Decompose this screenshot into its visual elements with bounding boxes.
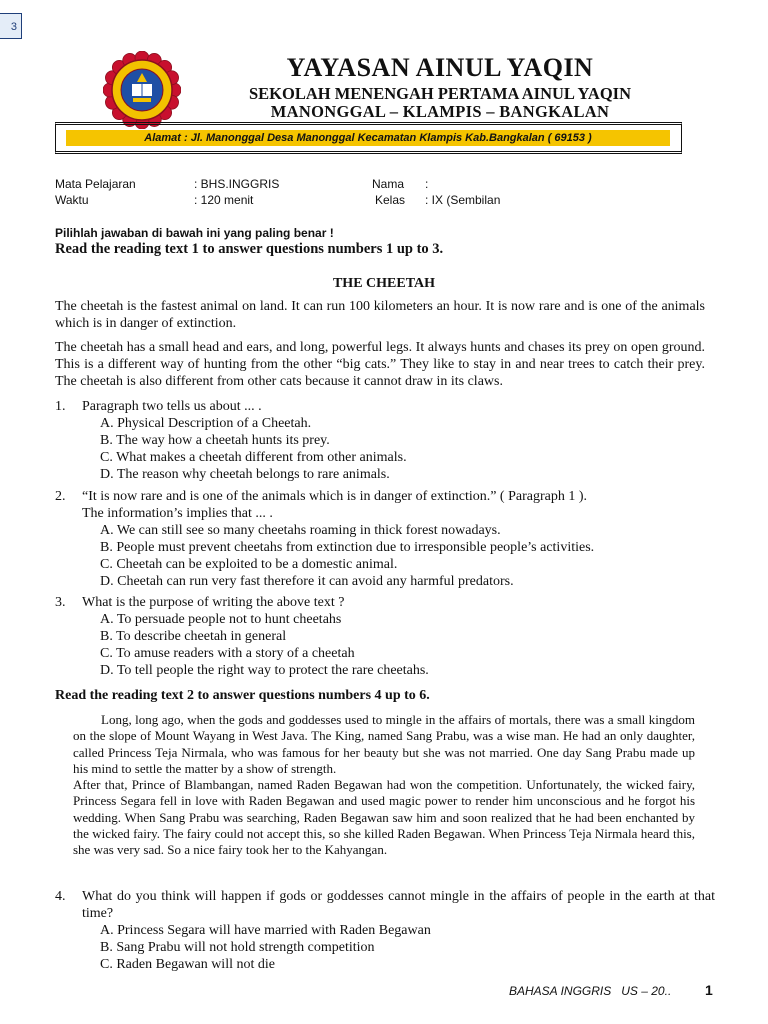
answer-option: C. What makes a cheetah different from other animals. <box>100 450 407 465</box>
instruction-read-text-2: Read the reading text 2 to answer questions numbers 4 up to 6. <box>55 688 430 703</box>
time-label: Waktu <box>55 193 89 207</box>
question-number: 1. <box>55 399 66 414</box>
answer-option: D. To tell people the right way to protect the rare cheetahs. <box>100 663 429 678</box>
class-value: : IX (Sembilan <box>425 193 501 207</box>
question-stem-continued: The information’s implies that ... . <box>82 506 273 521</box>
answer-option: B. The way how a cheetah hunts its prey. <box>100 433 330 448</box>
question-number: 2. <box>55 489 66 504</box>
school-logo <box>103 51 181 129</box>
school-emblem-icon <box>103 51 181 129</box>
answer-option: C. Cheetah can be exploited to be a domestic animal. <box>100 557 398 572</box>
question-number: 3. <box>55 595 66 610</box>
answer-option: B. To describe cheetah in general <box>100 629 287 644</box>
question-stem: What do you think will happen if gods or goddesses cannot mingle in the affairs of people in the earth at that time? <box>82 889 715 921</box>
story-paragraph-1: Long, long ago, when the gods and goddesses used to mingle in the affairs of mortals, there was a small kingdom on the slope of Mount Wayang in West Java. The King, named Sang Prabu, was a wise man. He had an only daughter, called Princess Teja Nirmala, who was famous for her beauty but she was not married. One day Sang Prabu made up his mind to settle the matter by a show of strength. <box>73 712 695 776</box>
footer-label: BAHASA INGGRIS US – 20.. <box>509 984 672 998</box>
answer-option: A. Princess Segara will have married with Raden Begawan <box>100 923 431 938</box>
school-location: MANONGGAL – KLAMPIS – BANGKALAN <box>270 102 610 121</box>
school-address: Alamat : Jl. Manonggal Desa Manonggal Kecamatan Klampis Kab.Bangkalan ( 69153 ) <box>66 130 670 146</box>
question-number: 4. <box>55 889 66 904</box>
name-value: : <box>425 177 429 191</box>
time-value: : 120 menit <box>194 193 254 207</box>
foundation-name: YAYASAN AINUL YAQIN <box>286 53 594 82</box>
instruction-read-text-1: Read the reading text 1 to answer questions numbers 1 up to 3. <box>55 241 444 257</box>
page-number: 1 <box>705 982 713 998</box>
answer-option: A. Physical Description of a Cheetah. <box>100 416 312 431</box>
question-stem: Paragraph two tells us about ... . <box>82 399 262 414</box>
answer-option: D. The reason why cheetah belongs to rare animals. <box>100 467 390 482</box>
school-name: SEKOLAH MENENGAH PERTAMA AINUL YAQIN <box>248 84 632 103</box>
class-label: Kelas <box>375 193 406 207</box>
reading-paragraph-1: The cheetah is the fastest animal on land. It can run 100 kilometers an hour. It is now rare and is one of the animals which is in danger of extinction. <box>55 299 705 331</box>
question-stem: What is the purpose of writing the above text ? <box>82 595 345 610</box>
subject-label: Mata Pelajaran <box>55 177 136 191</box>
answer-option: B. Sang Prabu will not hold strength competition <box>100 940 375 955</box>
answer-option: C. Raden Begawan will not die <box>100 957 275 972</box>
answer-option: B. People must prevent cheetahs from extinction due to irresponsible people’s activities. <box>100 540 595 555</box>
subject-value: : BHS.INGGRIS <box>194 177 280 191</box>
answer-option: D. Cheetah can run very fast therefore it can avoid any harmful predators. <box>100 574 514 589</box>
name-label: Nama <box>372 177 405 191</box>
question-1 <box>55 398 715 483</box>
answer-option: A. To persuade people not to hunt cheetahs <box>100 612 342 627</box>
answer-option: C. To amuse readers with a story of a cheetah <box>100 646 355 661</box>
story-paragraph-2: After that, Prince of Blambangan, named Raden Begawan had won the competition. Unfortunately, the wicked fairy, Princess Segara fell in love with Raden Begawan and used magic power to render him unconscious and he forgot his wedding. When Sang Prabu was searching, Raden Begawan saw him and soon realized that he had been enchanted by the wicked fairy. The fairy could not accept this, so she killed Raden Begawan. When Princess Teja Nirmala heard this, she was very sad. So a nice fairy took her to the Kahyangan. <box>73 777 695 858</box>
question-3 <box>55 594 715 679</box>
answer-option: A. We can still see so many cheetahs roaming in thick forest nowadays. <box>100 523 501 538</box>
reading-title: THE CHEETAH <box>332 276 436 291</box>
reading-paragraph-2: The cheetah has a small head and ears, and long, powerful legs. It always hunts and chases its prey on open ground. This is a different way of hunting from the other “big cats.” They like to stay in and near trees to catch their prey. The cheetah is also different from other cats because it cannot draw in its claws. <box>55 340 705 389</box>
question-4 <box>55 888 715 973</box>
question-2 <box>55 488 715 590</box>
instruction-choose: Pilihlah jawaban di bawah ini yang paling benar ! <box>55 226 334 240</box>
page-corner-tag: 3 <box>0 13 22 39</box>
question-stem: “It is now rare and is one of the animals which is in danger of extinction.” ( Paragraph 1 ). <box>82 489 588 504</box>
